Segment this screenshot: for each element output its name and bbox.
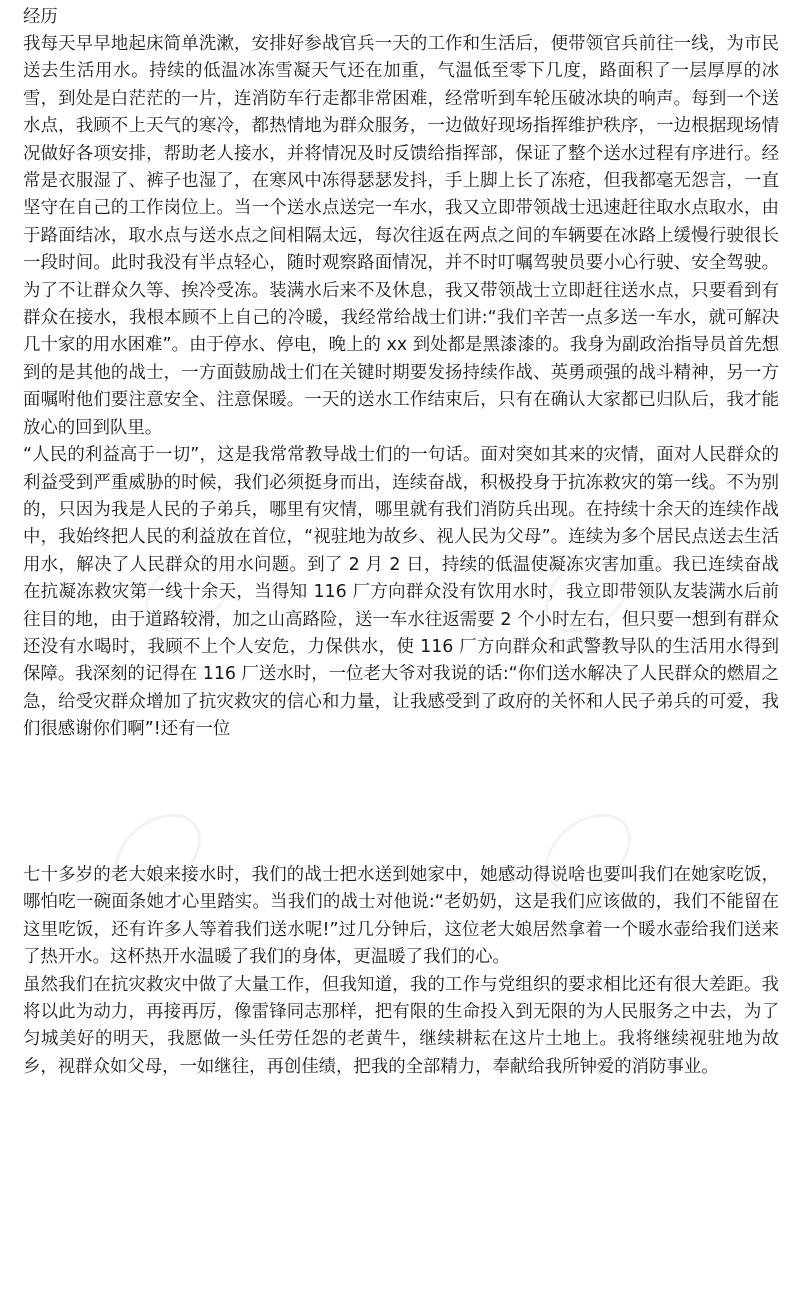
text-block-bottom: [23, 862, 779, 1081]
paragraph-2: “人民的利益高于一切”，这是我常常教导战士们的一句话。面对突如其来的灾情，面对人民群众的利益受到严重威胁的时候，我们必须挺身而出，连续奋战，积极投身于抗冻救灾的第一线。不为别的，只因为我是人民的子弟兵，哪里有灾情，哪里就有我们消防兵出现。在持续十余天的连续作战中，我始终把人民的利益放在首位，“视驻地为故乡、视人民为父母”。连续为多个居民点送去生活用水，解决了人民群众的用水问题。到了 2 月 2 日，持续的低温使凝冻灾害加重。我已连续奋战在抗凝冻救灾第一线十余天，当得知 116 厂方向群众没有饮用水时，我立即带领队友装满水后前往目的地，由于道路较滑，加之山高路险，送一车水往返需要 2 个小时左右，但只要一想到有群众还没有水喝时，我顾不上个人安危，力保供水，使 116 厂方向群众和武警教导队的生活用水得到保障。我深刻的记得在 116 厂送水时，一位老大爷对我说的话:“你们送水解决了人民群众的燃眉之急，给受灾群众增加了抗灾救灾的信心和力量，让我感受到了政府的关怀和人民子弟兵的可爱，我们很感谢你们啊”!还有一位: [23, 445, 779, 740]
paragraph-1: 我每天早早地起床简单洗漱，安排好参战官兵一天的工作和生活后，便带领官兵前往一线，为市民送去生活用水。持续的低温冰冻雪凝天气还在加重，气温低至零下几度，路面积了一层厚厚的冰雪，到处是白茫茫的一片，连消防车行走都非常困难，经常听到车轮压破冰块的响声。每到一个送水点，我顾不上天气的寒冷，都热情地为群众服务，一边做好现场指挥维护秩序，一边根据现场情况做好各项安排，帮助老人接水，并将情况及时反馈给指挥部，保证了整个送水过程有序进行。经常是衣服湿了、裤子也湿了，在寒风中冻得瑟瑟发抖，手上脚上长了冻疮，但我都毫无怨言，一直坚守在自己的工作岗位上。当一个送水点送完一车水，我又立即带领战士迅速赶往取水点取水，由于路面结冰，取水点与送水点之间相隔太远，每次往返在两点之间的车辆要在冰路上缓慢行驶很长一段时间。此时我没有半点轻心，随时观察路面情况，并不时叮嘱驾驶员要小心行驶、安全驾驶。为了不让群众久等、挨冷受冻。装满水后来不及休息，我又带领战士立即赶往送水点，只要看到有群众在接水，我根本顾不上自己的冷暖，我经常给战士们讲:“我们辛苦一点多送一车水，就可解决几十家的用水困难”。由于停水、停电，晚上的 xx 到处都是黑漆漆的。我身为副政治指导员首先想到的是其他的战士，一方面鼓励战士们在关键时期要发扬持续作战、英勇顽强的战斗精神，另一方面嘱咐他们要注意安全、注意保暖。一天的送水工作结束后，只有在确认大家都已归队后，我才能放心的回到队里。: [23, 34, 779, 438]
paragraph-3: 七十多岁的老大娘来接水时，我们的战士把水送到她家中，她感动得说啥也要叫我们在她家吃饭，哪怕吃一碗面条她才心里踏实。当我们的战士对他说:“老奶奶，这是我们应该做的，我们不能留在这里吃饭，还有许多人等着我们送水呢!”过几分钟后，这位老大娘居然拿着一个暖水壶给我们送来了热开水。这杯热开水温暖了我们的身体，更温暖了我们的心。: [23, 865, 779, 968]
text-block-top: [23, 31, 779, 744]
paragraph-4: 虽然我们在抗灾救灾中做了大量工作，但我知道，我的工作与党组织的要求相比还有很大差距。我将以此为动力，再接再厉，像雷锋同志那样，把有限的生命投入到无限的为人民服务之中去，为了匀城美好的明天，我愿做一头任劳任怨的老黄牛，继续耕耘在这片土地上。我将继续视驻地为故乡，视群众如父母，一如继往，再创佳绩，把我的全部精力，奉献给我所钟爱的消防事业。: [23, 974, 779, 1077]
document-title: 经历: [23, 7, 58, 27]
